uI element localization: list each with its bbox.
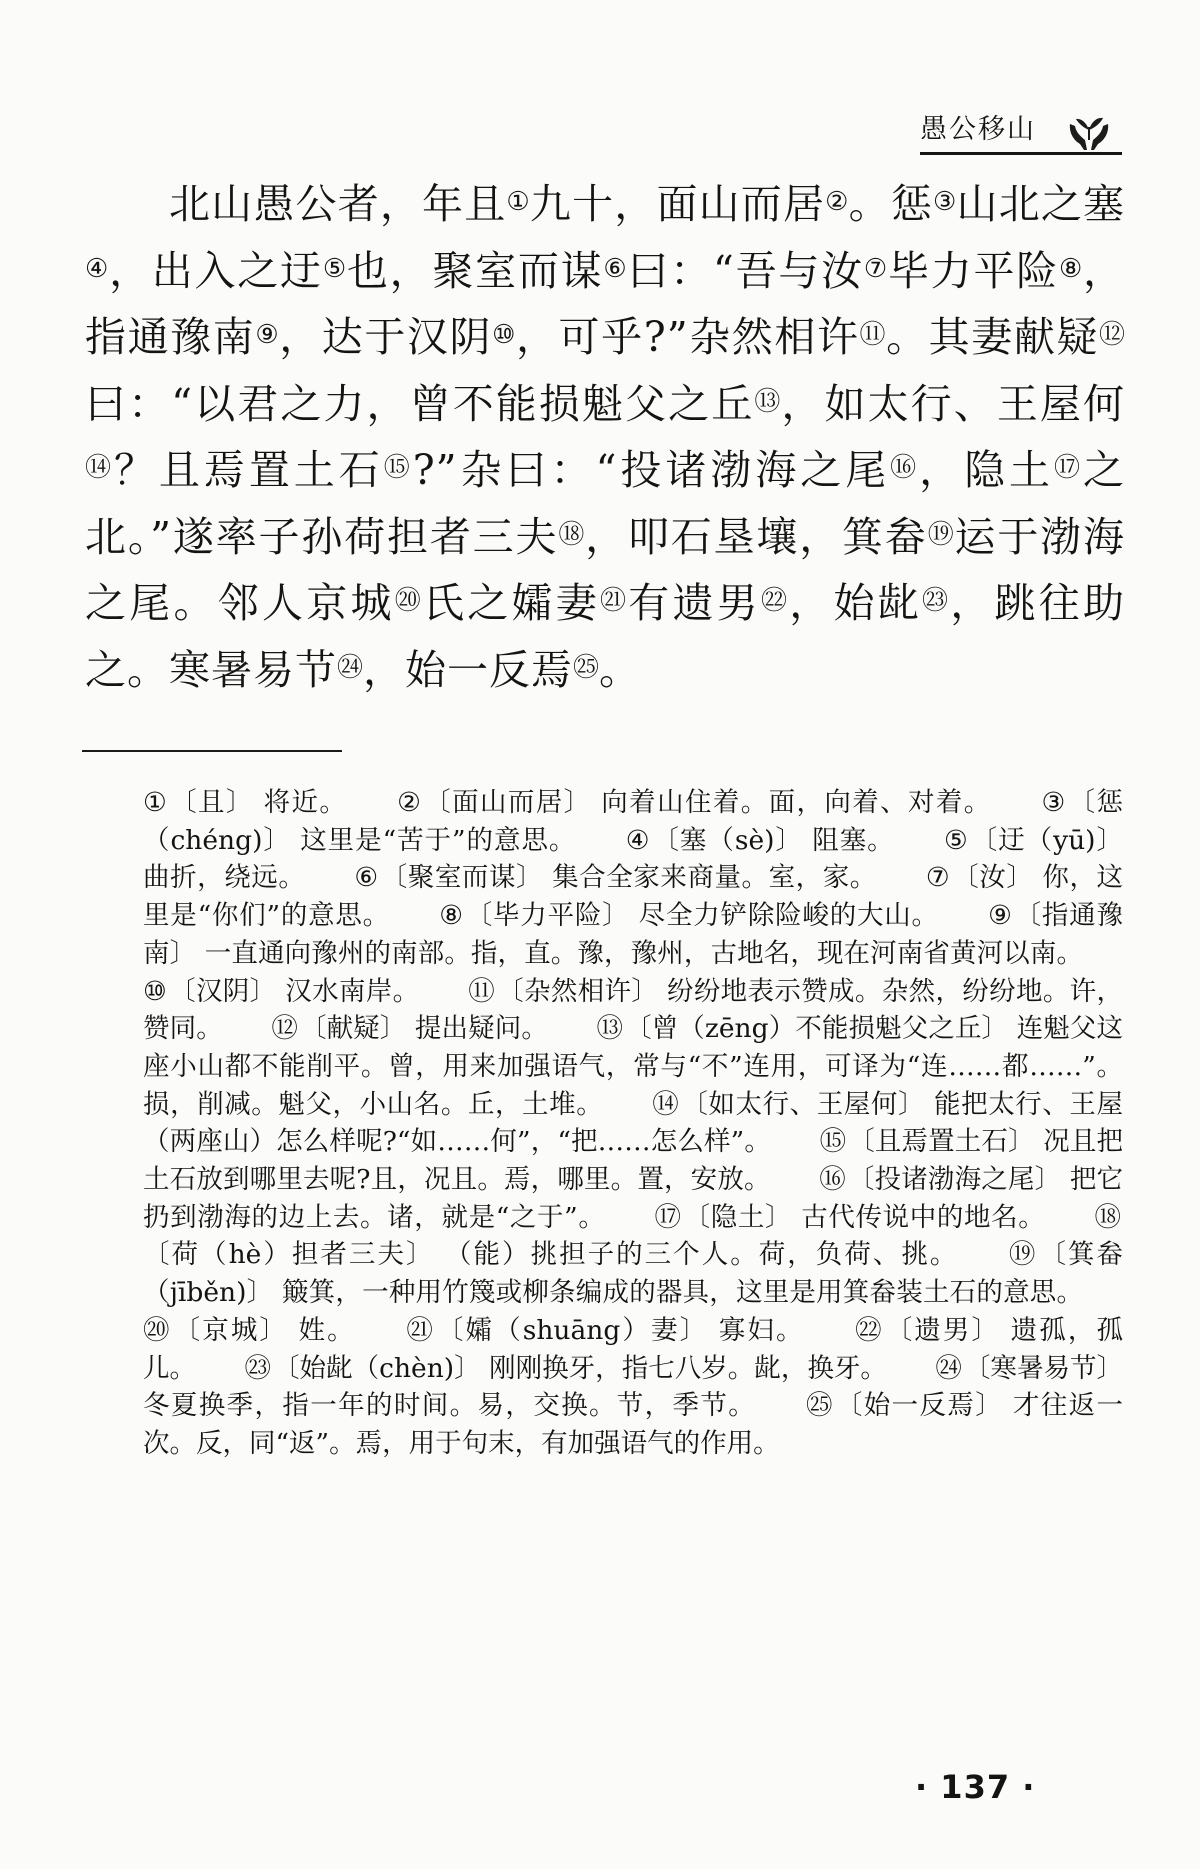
passage-text: ，跳往助之。寒暑易节 [85,579,1125,694]
footnote-definition: 将近。 [253,787,348,818]
footnote-definition: 寡妇。 [708,1314,805,1346]
footnote-item [655,1202,1046,1233]
footnote-term: 〔且〕 [170,787,254,818]
passage-text: ?”杂曰：“投诸渤海之尾 [412,446,891,494]
passage-text: ？且焉置土石 [113,446,384,494]
footnote-number: ⑩ [143,975,168,1007]
footnote-term: 〔汝〕 [952,862,1034,894]
footnote-divider [82,750,342,752]
passage-text: 山北之塞 [956,180,1126,228]
passage-text: ，指通豫南 [85,246,1126,361]
footnote-reference: ㉕ [573,652,600,683]
passage-text: ，隐土 [919,446,1055,494]
passage-paragraph [85,170,1125,702]
footnote-number: ⑧ [439,900,464,932]
footnote-definition: 冬夏换季，指一年的时间。易，交换。节，季节。 [143,1390,757,1422]
footnote-number: ⑳ [143,1314,172,1346]
passage-text: ，始龀 [789,579,922,627]
footnote-definition: 提出疑问。 [406,1013,548,1045]
footnote-term: 〔汉阴〕 [169,975,277,1007]
footnote-definition: 把它扔到渤海的边上去。诸，就是“之于”。 [143,1164,1123,1233]
footnote-term: 〔隐土〕 [683,1201,793,1233]
footnote-item [626,825,895,856]
page-number: · 137 · [915,1768,1036,1806]
footnote-number: ⑥ [354,862,379,894]
passage-text: 九十，面山而居 [529,180,826,228]
footnote-reference: ⑨ [255,320,280,350]
passage-text: 运于渤海之尾。邻人京城 [85,512,1125,627]
footnote-term: 〔毕力平险〕 [465,900,630,932]
footnote-number: ⑨ [988,900,1013,932]
footnotes [143,784,1123,1463]
footnote-number: ⑪ [468,975,496,1007]
footnote-definition: 纷纷地表示赞成。杂然，纷纷地。许，赞同。 [143,975,1124,1045]
passage-text: ，可乎?”杂然相许 [515,313,860,361]
footnote-definition: 连魁父这座小山都不能削平。曾，用来加强语气，常与“不”连用，可译为“连……都……”。损，削减。魁父，小山名。丘，土堆。 [143,1013,1123,1120]
passage-text: 。 [599,645,642,694]
footnote-term: 〔京城〕 [173,1314,289,1346]
footnote-reference: ⑤ [322,253,347,284]
footnote-item [271,1013,548,1044]
footnote-reference: ⑱ [558,519,586,550]
hands-holding-sprout-icon [1066,110,1112,152]
footnote-number: ④ [625,824,651,856]
footnote-definition: 集合全家来商量。室，家。 [543,862,877,894]
footnote-reference: ⑬ [754,386,782,417]
footnote-number: ㉕ [805,1390,834,1422]
footnote-number: ⑭ [652,1088,680,1120]
footnote-definition: 遗孤，孤儿。 [143,1314,1123,1384]
passage-text: ，达于汉阴 [279,313,493,361]
footnote-reference: ⑫ [1099,320,1126,350]
footnote-reference: ⑳ [394,586,423,616]
footnote-term: 〔箕畚（jīběn)〕 [143,1239,1123,1309]
footnote-reference: ⑮ [383,453,413,483]
footnote-reference: ⑰ [1054,453,1083,483]
footnote-item [143,976,420,1007]
footnote-definition: 簸箕，一种用竹篾或柳条编成的器具，这里是用箕畚装土石的意思。 [273,1277,1083,1309]
passage-text: 氏之孀妻 [422,579,600,627]
footnote-number: ③ [1041,787,1067,818]
footnote-number: ㉓ [244,1352,272,1384]
passage-text: 北山愚公者，年且 [169,180,507,228]
footnote-definition: 你，这里是“你们”的意思。 [143,862,1124,932]
footnote-term: 〔遗男〕 [885,1314,1001,1346]
footnote-number: ⑯ [819,1164,846,1196]
footnote-number: ⑤ [944,824,969,856]
footnote-item [245,1353,887,1384]
footnote-definition: 姓。 [288,1314,356,1346]
passage-text: 毕力平险 [887,246,1059,295]
footnote-reference: ④ [85,253,110,284]
footnote-reference: ① [506,187,530,217]
footnote-number: ㉑ [406,1314,435,1346]
passage-text: 曰：“以君之力，曾不能损魁父之丘 [85,379,755,428]
footnote-definition: 阻塞。 [802,824,895,856]
footnote-reference: ⑯ [890,453,920,483]
footnote-term: 〔迂（yū)〕 [970,824,1123,856]
footnote-number: ⑲ [1008,1239,1038,1271]
footnote-item [397,787,992,818]
footnote-reference: ③ [933,187,957,217]
passage-text: ，叩石垦壤，箕畚 [585,512,928,561]
footnote-reference: ⑲ [927,519,955,550]
footnote-term: 〔如太行、王屋何〕 [681,1088,926,1120]
footnote-definition: （能）挑担子的三个人。荷，负荷、挑。 [434,1239,959,1271]
footnotes-paragraph [143,784,1123,1463]
footnote-item [354,862,876,893]
footnote-definition: 能把太行、王屋（两座山）怎么样呢?“如……何”，“把……怎么样”。 [143,1088,1123,1158]
footnote-term: 〔面山而居〕 [424,787,592,818]
footnote-reference: ㉔ [337,652,364,683]
footnote-term: 〔曾（zēng）不能损魁父之丘〕 [625,1013,1009,1045]
footnote-term: 〔指通豫南〕 [143,900,1123,969]
passage-text: ，出入之迂 [109,246,323,295]
passage-text: ，始一反焉 [363,645,574,694]
footnote-definition: 汉水南岸。 [276,975,420,1007]
footnote-number: ⑦ [925,862,951,894]
footnote-item [143,787,347,818]
footnote-number: ⑫ [271,1013,298,1045]
footnote-definition: 况且把土石放到哪里去呢?且，况且。焉，哪里。置，安放。 [143,1126,1123,1196]
footnote-item [143,1315,356,1346]
footnote-term: 〔塞（sè)〕 [652,824,803,856]
footnote-definition: 才往返一次。反，同“返”。焉，用于句末，有加强语气的作用。 [143,1390,1123,1459]
footnote-term: 〔始龀（chèn)〕 [273,1352,481,1384]
footnote-reference: ⑪ [859,320,887,350]
passage-text: 。其妻献疑 [886,313,1099,361]
footnote-term: 〔寒暑易节〕 [963,1352,1124,1384]
footnote-term: 〔且焉置土石〕 [848,1126,1035,1158]
footnote-term: 〔献疑〕 [299,1013,407,1045]
footnote-reference: ⑧ [1058,253,1084,284]
footnote-reference: ㉓ [921,586,951,616]
footnote-number: ⑱ [1094,1201,1121,1233]
footnote-definition: 曲折，绕远。 [143,862,306,894]
passage-text: 有遗男 [628,579,761,627]
main-passage [85,170,1125,702]
footnote-number: ⑬ [596,1013,624,1045]
footnote-item [439,900,939,931]
footnote-term: 〔投诸渤海之尾〕 [847,1164,1062,1196]
footnote-definition: 一直通向豫州的南部。指，直。豫，豫州，古地名，现在河南省黄河以南。 [196,937,1083,969]
passage-text: 。惩 [848,180,934,228]
footnote-reference: ② [825,187,849,217]
footnote-definition: 这里是“苦于”的意思。 [290,824,577,856]
footnote-reference: ⑥ [603,253,628,284]
footnote-term: 〔荷（hè）担者三夫〕 [143,1239,435,1271]
footnote-number: ㉒ [855,1314,884,1346]
footnote-term: 〔杂然相许〕 [497,975,659,1007]
footnote-definition: 尽全力铲除险峻的大山。 [629,900,939,932]
passage-text: 之北。”遂率子孙荷担者三夫 [85,446,1125,561]
footnote-number: ⑰ [654,1201,682,1233]
footnote-reference: ⑭ [85,453,114,483]
footnote-definition: 古代传说中的地名。 [792,1201,1046,1233]
running-header [920,112,1122,155]
passage-text: ，如太行、王屋何 [781,379,1125,428]
footnote-term: 〔孀（shuāng）妻〕 [436,1314,709,1346]
passage-text: 也，聚室而谋 [346,246,604,295]
footnote-number: ① [143,787,169,818]
footnote-definition: 向着山住着。面，向着、对着。 [591,787,992,818]
footnote-number: ⑮ [819,1126,847,1158]
footnote-term: 〔惩（chéng)〕 [143,787,1123,856]
footnote-item [406,1315,804,1346]
footnote-definition: 刚刚换牙，指七八岁。龀，换牙。 [480,1352,887,1384]
footnote-reference: ⑩ [492,320,516,350]
footnote-term: 〔聚室而谋〕 [380,862,544,894]
passage-text: 曰：“吾与汝 [627,246,864,295]
chapter-title: 愚公移山 [920,114,1036,145]
footnote-number: ② [397,787,423,818]
footnote-reference: ㉑ [599,586,629,616]
footnote-reference: ⑦ [863,253,888,284]
footnote-reference: ㉒ [760,586,790,616]
footnote-term: 〔始一反焉〕 [835,1390,1004,1422]
footnote-number: ㉔ [935,1352,962,1384]
